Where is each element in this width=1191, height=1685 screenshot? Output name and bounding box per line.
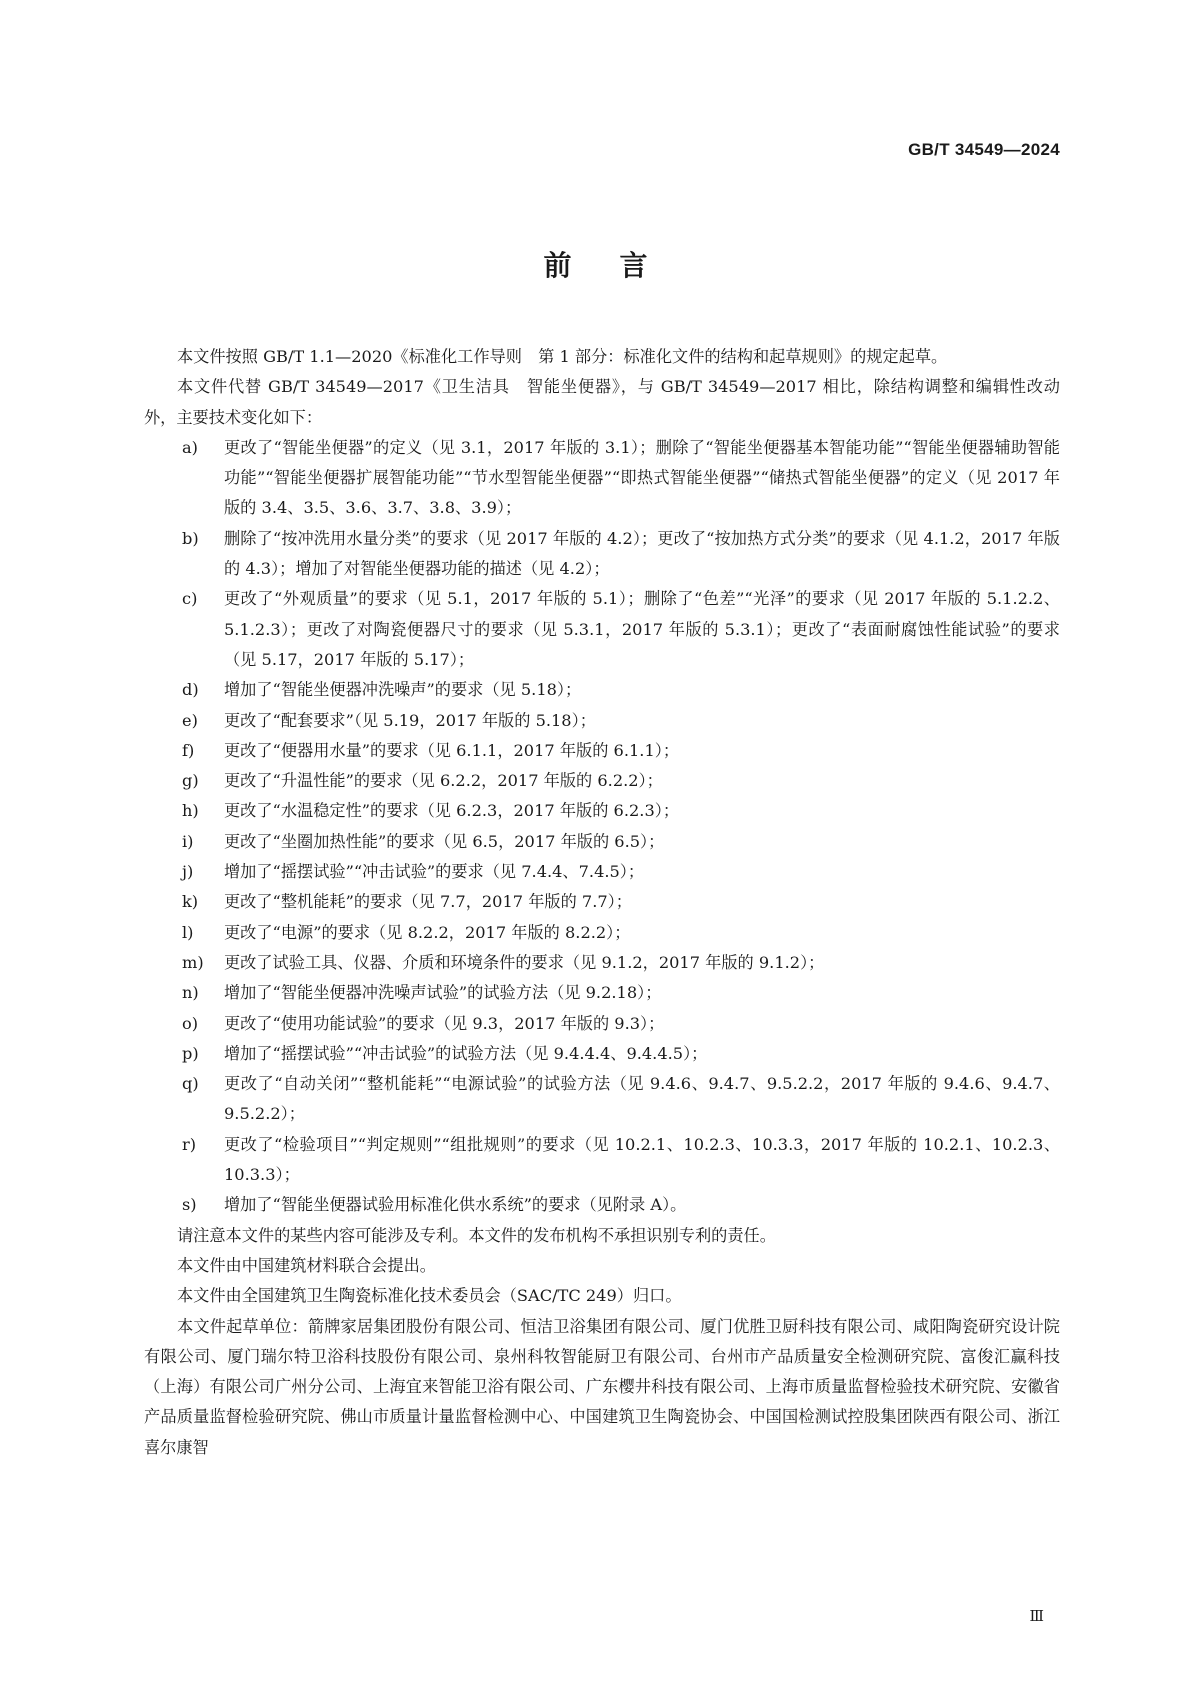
list-item [144, 433, 1060, 524]
list-item [144, 1039, 1060, 1069]
list-marker: j) [182, 862, 194, 882]
drafting-units: 本文件起草单位：箭牌家居集团股份有限公司、恒洁卫浴集团有限公司、厦门优胜卫厨科技有限公司、咸阳陶瓷研究设计院有限公司、厦门瑞尔特卫浴科技股份有限公司、泉州科牧智能厨卫有限公司、台州市产品质量安全检测研究院、富俊汇赢科技（上海）有限公司广州分公司、上海宜来智能卫浴有限公司、广东樱井科技有限公司、上海市质量监督检验技术研究院、安徽省产品质量监督检验研究院、佛山市质量计量监督检测中心、中国建筑卫生陶瓷协会、中国国检测试控股集团陕西有限公司、浙江喜尔康智 [144, 1316, 1060, 1457]
list-item-text: 更改了“智能坐便器”的定义（见 3.1，2017 年版的 3.1）；删除了“智能坐便器基本智能功能”“智能坐便器辅助智能功能”“智能坐便器扩展智能功能”“节水型智能坐便器”“即热式智能坐便器”“储热式智能坐便器”的定义（见 2017 年版的 3.4、3.5、3.6、3.7、3.8、3.9）； [224, 437, 1060, 518]
list-item-text: 更改了“使用功能试验”的要求（见 9.3，2017 年版的 9.3）； [224, 1013, 665, 1033]
list-item [144, 978, 1060, 1008]
list-item [144, 706, 1060, 736]
list-marker: b) [182, 528, 199, 548]
list-item-text: 增加了“智能坐便器冲洗噪声”的要求（见 5.18）； [224, 680, 582, 700]
patent-notice: 请注意本文件的某些内容可能涉及专利。本文件的发布机构不承担识别专利的责任。 [177, 1225, 776, 1245]
list-item [144, 766, 1060, 796]
changes-list [144, 433, 1060, 1221]
list-item [144, 736, 1060, 766]
list-item [144, 1190, 1060, 1220]
list-marker: p) [182, 1043, 199, 1063]
list-item-text: 更改了“水温稳定性”的要求（见 6.2.3，2017 年版的 6.2.3）； [224, 801, 680, 821]
list-item-text: 更改了“整机能耗”的要求（见 7.7，2017 年版的 7.7）； [224, 892, 632, 912]
list-item-text: 更改了“电源”的要求（见 8.2.2，2017 年版的 8.2.2）； [224, 922, 631, 942]
list-item-text: 更改了“检验项目”“判定规则”“组批规则”的要求（见 10.2.1、10.2.3、10.3.3，2017 年版的 10.2.1、10.2.3、10.3.3）； [224, 1134, 1060, 1185]
list-item [144, 1130, 1060, 1191]
list-item-text: 更改了“配套要求”（见 5.19，2017 年版的 5.18）； [224, 710, 596, 730]
list-item [144, 1069, 1060, 1130]
list-item [144, 827, 1060, 857]
section-title: 前言 [543, 249, 696, 282]
list-item-text: 增加了“摇摆试验”“冲击试验”的试验方法（见 9.4.4.4、9.4.4.5）； [224, 1043, 708, 1063]
list-item [144, 675, 1060, 705]
document-code: GB/T 34549—2024 [908, 140, 1060, 159]
list-item-text: 更改了“便器用水量”的要求（见 6.1.1，2017 年版的 6.1.1）； [224, 740, 680, 760]
list-item [144, 887, 1060, 917]
list-item-text: 更改了“自动关闭”“整机能耗”“电源试验”的试验方法（见 9.4.6、9.4.7、9.5.2.2，2017 年版的 9.4.6、9.4.7、9.5.2.2）； [224, 1074, 1060, 1124]
list-marker: g) [182, 771, 199, 791]
list-marker: m) [182, 952, 204, 972]
list-item [144, 918, 1060, 948]
list-marker: i) [182, 831, 194, 851]
list-item-text: 增加了“智能坐便器冲洗噪声试验”的试验方法（见 9.2.18）； [224, 983, 662, 1003]
list-item-text: 更改了“坐圈加热性能”的要求（见 6.5，2017 年版的 6.5）； [224, 831, 665, 851]
list-marker: l) [182, 922, 194, 942]
list-item-text: 更改了试验工具、仪器、介质和环境条件的要求（见 9.1.2，2017 年版的 9.1.2）； [224, 952, 825, 972]
list-item-text: 更改了“外观质量”的要求（见 5.1，2017 年版的 5.1）；删除了“色差”“光泽”的要求（见 2017 年版的 5.1.2.2、5.1.2.3）；更改了对陶瓷便器尺寸的要求（见 5.3.1，2017 年版的 5.3.1）；更改了“表面耐腐蚀性能试验”的要求（见 5.17，2017 年版的 5.17）； [224, 589, 1060, 669]
list-item [144, 948, 1060, 978]
proposer-statement: 本文件由中国建筑材料联合会提出。 [177, 1255, 436, 1275]
committee-statement: 本文件由全国建筑卫生陶瓷标准化技术委员会（SAC/TC 249）归口。 [177, 1286, 682, 1306]
list-marker: e) [182, 710, 198, 730]
foreword-body [144, 342, 1060, 1463]
list-marker: r) [182, 1134, 197, 1154]
list-item [144, 857, 1060, 887]
list-item [144, 1009, 1060, 1039]
list-marker: n) [182, 983, 199, 1003]
list-marker: s) [182, 1195, 197, 1215]
intro-paragraph: 本文件按照 GB/T 1.1—2020《标准化工作导则 第 1 部分：标准化文件的结构和起草规则》的规定起草。 [177, 347, 948, 366]
list-marker: a) [182, 437, 198, 457]
list-item-text: 删除了“按冲洗用水量分类”的要求（见 2017 年版的 4.2）；更改了“按加热方式分类”的要求（见 4.1.2，2017 年版的 4.3）；增加了对智能坐便器功能的描述（见 4.2）； [224, 528, 1060, 579]
list-marker: o) [182, 1013, 199, 1033]
page-number: Ⅲ [1029, 1607, 1044, 1625]
list-marker: c) [182, 589, 198, 609]
list-item-text: 增加了“智能坐便器试验用标准化供水系统”的要求（见附录 A）。 [224, 1195, 687, 1215]
list-item [144, 524, 1060, 585]
list-marker: k) [182, 892, 199, 912]
list-marker: h) [182, 801, 199, 821]
list-item-text: 增加了“摇摆试验”“冲击试验”的要求（见 7.4.4、7.4.5）； [224, 862, 645, 882]
list-item-text: 更改了“升温性能”的要求（见 6.2.2，2017 年版的 6.2.2）； [224, 771, 663, 791]
list-item [144, 584, 1060, 675]
list-marker: f) [182, 740, 195, 760]
intro-paragraph: 本文件代替 GB/T 34549—2017《卫生洁具 智能坐便器》，与 GB/T 34549—2017 相比，除结构调整和编辑性改动外，主要技术变化如下： [144, 377, 1060, 427]
list-item [144, 796, 1060, 826]
list-marker: d) [182, 680, 199, 700]
list-marker: q) [182, 1074, 199, 1094]
